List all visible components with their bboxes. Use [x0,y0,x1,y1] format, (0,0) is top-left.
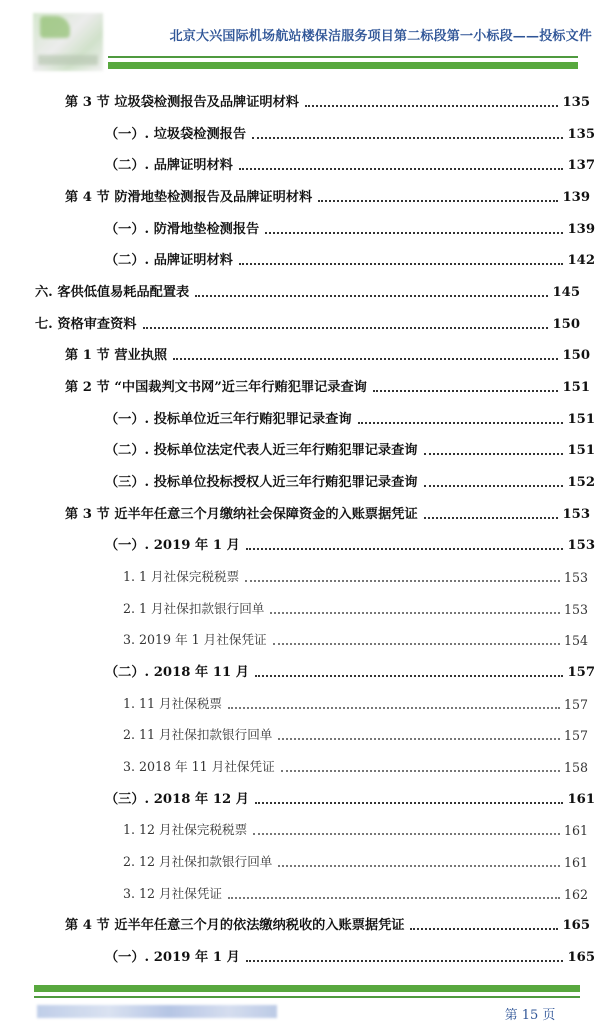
toc-leader-dots [195,294,548,297]
toc-leader-dots [246,959,564,962]
toc-leader-dots [305,104,559,107]
toc-entry-page: 157 [567,664,595,680]
toc-entry-page: 151 [567,411,595,427]
toc-entry-page: 162 [563,886,588,902]
toc-entry-page: 137 [567,158,595,174]
toc-entry-label: （二）. 品牌证明材料 [105,158,233,174]
toc-leader-dots [278,737,560,740]
toc-entry-page: 153 [562,506,590,522]
toc-entry-page: 150 [562,348,590,364]
toc-leader-dots [239,262,564,265]
toc-entry[interactable] [123,850,588,870]
toc-leader-dots [318,199,558,202]
toc-entry-label: 3. 2018 年 11 月社保凭证 [123,758,275,774]
toc-entry-label: 1. 12 月社保完税税票 [123,822,248,838]
toc-entry[interactable] [105,787,595,807]
header-rule-thin [108,56,578,58]
toc-entry-page: 151 [562,379,590,395]
toc-entry-page: 135 [567,126,595,142]
toc-entry[interactable] [35,312,580,332]
page-number: 第 15 页 [504,1008,556,1023]
header-rule-thick [108,62,578,69]
toc-entry[interactable] [123,597,588,617]
toc-entry[interactable] [65,185,590,205]
toc-entry[interactable] [105,248,595,268]
toc-leader-dots [424,516,559,519]
toc-entry-label: （三）. 投标单位投标授权人近三年行贿犯罪记录查询 [105,474,418,490]
toc-entry-label: （二）. 品牌证明材料 [105,253,233,269]
toc-leader-dots [246,547,564,550]
toc-entry-page: 157 [563,696,588,712]
toc-entry-label: （二）. 2018 年 11 月 [105,664,249,680]
toc-entry-label: 第 4 节 防滑地垫检测报告及品牌证明材料 [65,189,313,205]
toc-entry[interactable] [123,882,588,902]
toc-leader-dots [424,452,564,455]
toc-entry-label: （二）. 投标单位法定代表人近三年行贿犯罪记录查询 [105,443,418,459]
logo-caption [38,55,98,65]
toc-entry-label: 3. 12 月社保凭证 [123,885,223,901]
toc-entry-page: 161 [563,854,588,870]
toc-entry-page: 153 [567,538,595,554]
toc-entry[interactable] [123,818,588,838]
toc-entry-label: （一）. 2019 年 1 月 [105,538,240,554]
toc-entry-label: （一）. 2019 年 1 月 [105,949,240,965]
toc-entry-label: 3. 2019 年 1 月社保凭证 [123,632,267,648]
toc-entry-page: 142 [567,253,595,269]
toc-entry-page: 139 [562,189,590,205]
toc-entry-page: 153 [563,601,588,617]
toc-entry[interactable] [105,153,595,173]
toc-leader-dots [265,231,563,234]
toc-entry[interactable] [105,470,595,490]
toc-leader-dots [253,832,560,835]
toc-entry-page: 153 [563,569,588,585]
toc-leader-dots [255,801,564,804]
toc-leader-dots [173,357,558,360]
toc-entry-label: 第 3 节 垃圾袋检测报告及品牌证明材料 [65,95,299,110]
toc-entry-page: 135 [562,95,590,110]
toc-leader-dots [228,706,560,709]
footer-rule-thick [34,985,580,992]
toc-entry-label: 1. 11 月社保税票 [123,695,223,711]
toc-entry-label: 六. 客供低值易耗品配置表 [35,284,190,300]
toc-entry-page: 150 [552,316,580,332]
toc-entry-page: 158 [563,759,588,775]
toc-entry-label: 1. 1 月社保完税税票 [123,568,240,584]
toc-entry-label: （三）. 2018 年 12 月 [105,791,249,807]
toc-leader-dots [245,579,560,582]
toc-entry-page: 157 [563,728,588,744]
toc-entry-page: 165 [562,918,590,934]
toc-entry-page: 154 [563,633,588,649]
toc-leader-dots [239,167,564,170]
toc-entry[interactable] [105,660,595,680]
toc-leader-dots [281,769,560,772]
toc-entry-label: 第 3 节 近半年任意三个月缴纳社会保障资金的入账票据凭证 [65,506,418,522]
toc-entry[interactable] [105,122,595,142]
toc-leader-dots [373,389,559,392]
toc-entry-label: 第 1 节 营业执照 [65,348,168,364]
toc-leader-dots [358,421,564,424]
toc-entry-label: 2. 12 月社保扣款银行回单 [123,853,273,869]
toc-entry-page: 161 [563,823,588,839]
toc-leader-dots [270,611,560,614]
toc-entry[interactable] [123,723,588,743]
toc-entry[interactable] [65,375,590,395]
toc-entry[interactable] [65,90,590,110]
toc-leader-dots [228,896,560,899]
toc-entry[interactable] [65,343,590,363]
toc-leader-dots [255,674,564,677]
toc-entry[interactable] [65,913,590,933]
toc-entry-label: （一）. 投标单位近三年行贿犯罪记录查询 [105,411,352,427]
toc-entry[interactable] [105,407,595,427]
page-header [0,0,613,80]
toc-entry[interactable] [105,438,595,458]
toc-entry[interactable] [35,280,580,300]
toc-entry[interactable] [65,502,590,522]
toc-entry-label: （一）. 垃圾袋检测报告 [105,126,247,142]
toc-entry-page: 139 [567,221,595,237]
toc-entry-page: 165 [567,949,595,965]
toc-entry-page: 152 [567,474,595,490]
toc-entry-label: 第 2 节 “中国裁判文书网”近三年行贿犯罪记录查询 [65,379,367,395]
toc-entry[interactable] [105,217,595,237]
footer-rule-thin [34,996,580,998]
toc-entry[interactable] [123,565,588,585]
toc-leader-dots [410,927,558,930]
document-title: 北京大兴国际机场航站楼保洁服务项目第二标段第一小标段——投标文件 [169,29,592,44]
toc-entry-label: 2. 1 月社保扣款银行回单 [123,600,265,616]
toc-leader-dots [273,642,560,645]
toc-leader-dots [278,864,560,867]
toc-entry-label: 第 4 节 近半年任意三个月的依法缴纳税收的入账票据凭证 [65,918,405,934]
logo-mark-icon [40,16,70,38]
toc-leader-dots [143,326,549,329]
toc-entry[interactable] [123,692,588,712]
toc-leader-dots [252,136,563,139]
footer-company-info [37,1005,277,1018]
toc-entry-page: 161 [567,791,595,807]
toc-entry-label: 七. 资格审查资料 [35,316,137,332]
toc-entry[interactable] [105,533,595,553]
toc-leader-dots [424,484,564,487]
toc-entry-page: 151 [567,443,595,459]
toc-entry-page: 145 [552,284,580,300]
toc-entry[interactable] [123,628,588,648]
toc-entry[interactable] [105,945,595,965]
toc-entry-label: 2. 11 月社保扣款银行回单 [123,727,273,743]
toc-entry-label: （一）. 防滑地垫检测报告 [105,221,260,237]
toc-entry[interactable] [123,755,588,775]
